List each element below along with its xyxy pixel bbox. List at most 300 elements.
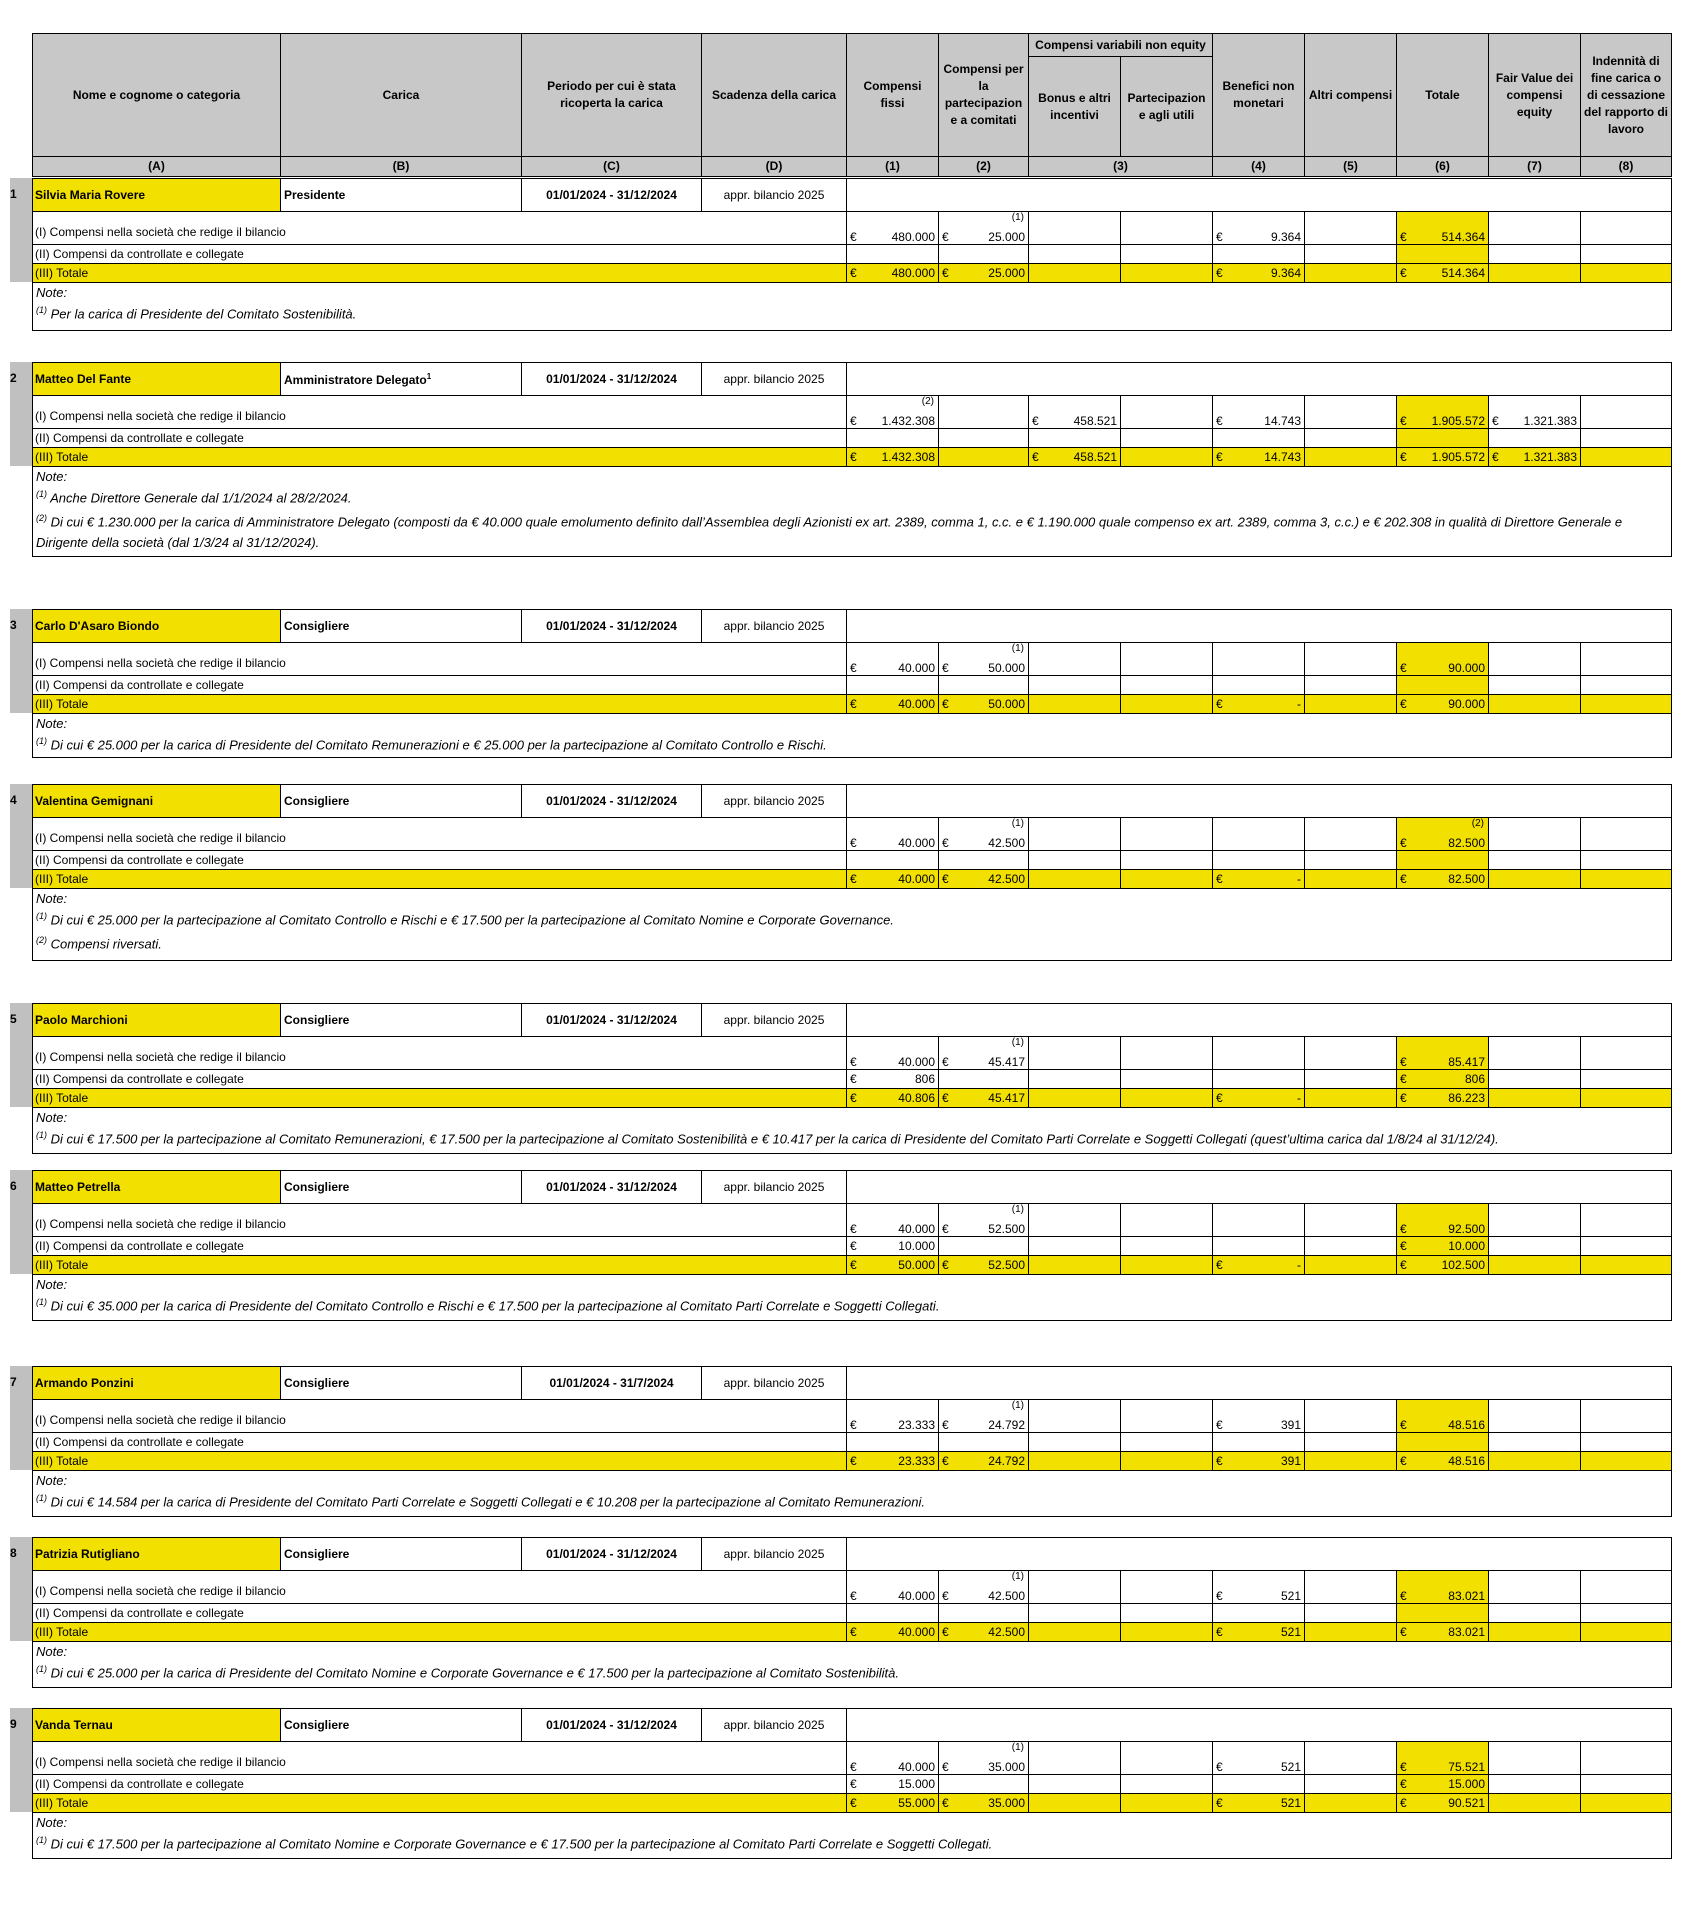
cell-c3b bbox=[1121, 1256, 1213, 1275]
currency-sign: € bbox=[1400, 836, 1407, 850]
cell-c4 bbox=[1213, 212, 1305, 245]
amount-value: - bbox=[1297, 697, 1301, 711]
cell-c5 bbox=[1305, 695, 1397, 714]
cell-c2 bbox=[939, 1571, 1029, 1604]
cell-c4 bbox=[1213, 1623, 1305, 1642]
currency-sign: € bbox=[942, 1760, 949, 1774]
currency-sign: € bbox=[1400, 1239, 1407, 1253]
notes-title: Note: bbox=[36, 1277, 68, 1292]
currency-sign: € bbox=[1400, 1091, 1407, 1105]
cell-c6 bbox=[1397, 1204, 1489, 1237]
note-marker: (2) bbox=[36, 935, 47, 946]
cell-c3a bbox=[1029, 851, 1121, 870]
cell-c4 bbox=[1213, 1204, 1305, 1237]
notes-title: Note: bbox=[36, 891, 68, 906]
currency-sign: € bbox=[1216, 697, 1223, 711]
cell-c4 bbox=[1213, 676, 1305, 695]
note-item bbox=[36, 731, 1668, 755]
cell-c6 bbox=[1397, 1571, 1489, 1604]
cell-c7 bbox=[1489, 1037, 1581, 1070]
currency-sign: € bbox=[942, 1222, 949, 1236]
cell-c4 bbox=[1213, 1433, 1305, 1452]
currency-sign: € bbox=[942, 266, 949, 280]
row-label-company: (I) Compensi nella società che redige il bilancio bbox=[33, 212, 847, 245]
cell-c2 bbox=[939, 1037, 1029, 1070]
note-marker: (1) bbox=[36, 736, 47, 746]
cell-c3a bbox=[1029, 643, 1121, 676]
code-7: (7) bbox=[1489, 157, 1581, 177]
cell-c6 bbox=[1397, 1775, 1489, 1794]
cell-c4 bbox=[1213, 448, 1305, 467]
cell-c1 bbox=[847, 1237, 939, 1256]
role-text: Presidente bbox=[284, 188, 346, 202]
notes-cell bbox=[33, 1471, 1672, 1517]
cell-c2 bbox=[939, 1256, 1029, 1275]
amount-value: 40.806 bbox=[898, 1091, 935, 1105]
person-period: 01/01/2024 - 31/7/2024 bbox=[522, 1367, 702, 1400]
cell-c3b bbox=[1121, 245, 1213, 264]
cell-c5 bbox=[1305, 643, 1397, 676]
currency-sign: € bbox=[850, 1258, 857, 1272]
row-label-subsidiaries: (II) Compensi da controllate e collegate bbox=[33, 1433, 847, 1452]
role-text: Consigliere bbox=[284, 1718, 350, 1732]
cell-c1 bbox=[847, 870, 939, 889]
note-item bbox=[36, 508, 1668, 552]
code-6: (6) bbox=[1397, 157, 1489, 177]
note-item bbox=[36, 1292, 1668, 1316]
amount-value: 15.000 bbox=[1448, 1777, 1485, 1791]
footnote-marker: (1) bbox=[1011, 643, 1024, 654]
cell-c3b bbox=[1121, 1623, 1213, 1642]
cell-c4 bbox=[1213, 1604, 1305, 1623]
code-2: (2) bbox=[939, 157, 1029, 177]
cell-c3a bbox=[1029, 1400, 1121, 1433]
cell-c8 bbox=[1581, 1794, 1672, 1813]
amount-value: 23.333 bbox=[898, 1454, 935, 1468]
cell-c8 bbox=[1581, 676, 1672, 695]
amount-value: 82.500 bbox=[1448, 836, 1485, 850]
currency-sign: € bbox=[942, 1418, 949, 1432]
amount-value: 40.000 bbox=[898, 1055, 935, 1069]
role-text: Consigliere bbox=[284, 1547, 350, 1561]
person-role bbox=[281, 1709, 522, 1742]
note-text: Compensi riversati. bbox=[50, 936, 162, 952]
cell-c3b bbox=[1121, 1775, 1213, 1794]
currency-sign: € bbox=[942, 1796, 949, 1810]
note-text: Di cui € 25.000 per la carica di Presidente del Comitato Nomine e Corporate Governance e € 17.500 per la partecipazione al Comitato Sostenibilità. bbox=[50, 1665, 899, 1681]
row-label-total: (III) Totale bbox=[33, 695, 847, 714]
cell-c4 bbox=[1213, 1256, 1305, 1275]
amount-value: 1.321.383 bbox=[1523, 414, 1577, 428]
person-role bbox=[281, 1004, 522, 1037]
code-d: (D) bbox=[702, 157, 847, 177]
header-col-2: Compensi per la partecipazion e a comitati bbox=[939, 34, 1029, 157]
amount-value: 40.000 bbox=[898, 661, 935, 675]
cell-c2 bbox=[939, 1452, 1029, 1471]
person-expiry: appr. bilancio 2025 bbox=[702, 179, 847, 212]
cell-c4 bbox=[1213, 695, 1305, 714]
currency-sign: € bbox=[850, 266, 857, 280]
cell-c3a bbox=[1029, 1571, 1121, 1604]
person-role bbox=[281, 610, 522, 643]
cell-c1 bbox=[847, 1070, 939, 1089]
notes-title: Note: bbox=[36, 716, 68, 731]
person-name: Vanda Ternau bbox=[33, 1709, 281, 1742]
cell-c2 bbox=[939, 676, 1029, 695]
currency-sign: € bbox=[1400, 661, 1407, 675]
cell-c4 bbox=[1213, 1775, 1305, 1794]
cell-c6 bbox=[1397, 429, 1489, 448]
currency-sign: € bbox=[1216, 450, 1223, 464]
cell-c7 bbox=[1489, 695, 1581, 714]
person-name: Patrizia Rutigliano bbox=[33, 1538, 281, 1571]
person-block bbox=[32, 178, 1672, 331]
amount-value: 48.516 bbox=[1448, 1454, 1485, 1468]
cell-c8 bbox=[1581, 1742, 1672, 1775]
cell-c3b bbox=[1121, 1794, 1213, 1813]
name-row-filler bbox=[847, 1004, 1672, 1037]
cell-c1 bbox=[847, 1742, 939, 1775]
note-marker: (1) bbox=[36, 911, 47, 921]
amount-value: 1.432.308 bbox=[881, 450, 935, 464]
cell-c7 bbox=[1489, 264, 1581, 283]
currency-sign: € bbox=[1400, 450, 1407, 464]
cell-c6 bbox=[1397, 1452, 1489, 1471]
cell-c3a bbox=[1029, 245, 1121, 264]
cell-c4 bbox=[1213, 643, 1305, 676]
cell-c3a bbox=[1029, 1070, 1121, 1089]
row-label-company: (I) Compensi nella società che redige il bilancio bbox=[33, 1204, 847, 1237]
cell-c3b bbox=[1121, 643, 1213, 676]
amount-value: 24.792 bbox=[988, 1418, 1025, 1432]
code-c: (C) bbox=[522, 157, 702, 177]
cell-c8 bbox=[1581, 212, 1672, 245]
notes-title: Note: bbox=[36, 1473, 68, 1488]
cell-c3b bbox=[1121, 448, 1213, 467]
person-role bbox=[281, 363, 522, 396]
currency-sign: € bbox=[942, 836, 949, 850]
name-row-filler bbox=[847, 1709, 1672, 1742]
person-block bbox=[32, 1708, 1672, 1859]
person-name: Matteo Del Fante bbox=[33, 363, 281, 396]
amount-value: 806 bbox=[1464, 1072, 1485, 1086]
cell-c6 bbox=[1397, 695, 1489, 714]
cell-c8 bbox=[1581, 851, 1672, 870]
currency-sign: € bbox=[1216, 230, 1223, 244]
cell-c7 bbox=[1489, 1742, 1581, 1775]
cell-c5 bbox=[1305, 1237, 1397, 1256]
currency-sign: € bbox=[942, 1258, 949, 1272]
cell-c1 bbox=[847, 448, 939, 467]
note-text: Per la carica di Presidente del Comitato Sostenibilità. bbox=[50, 306, 357, 322]
row-label-total: (III) Totale bbox=[33, 870, 847, 889]
cell-c4 bbox=[1213, 1089, 1305, 1108]
name-row-filler bbox=[847, 1171, 1672, 1204]
currency-sign: € bbox=[942, 1454, 949, 1468]
cell-c4 bbox=[1213, 1742, 1305, 1775]
currency-sign: € bbox=[1216, 414, 1223, 428]
footnote-marker: (1) bbox=[1011, 1204, 1024, 1215]
cell-c7 bbox=[1489, 676, 1581, 695]
cell-c8 bbox=[1581, 643, 1672, 676]
currency-sign: € bbox=[850, 1625, 857, 1639]
cell-c5 bbox=[1305, 245, 1397, 264]
cell-c3b bbox=[1121, 1742, 1213, 1775]
code-4: (4) bbox=[1213, 157, 1305, 177]
row-label-company: (I) Compensi nella società che redige il bilancio bbox=[33, 1742, 847, 1775]
header-col-a: Nome e cognome o categoria bbox=[33, 34, 281, 157]
person-expiry: appr. bilancio 2025 bbox=[702, 1709, 847, 1742]
amount-value: 391 bbox=[1280, 1454, 1301, 1468]
cell-c1 bbox=[847, 1775, 939, 1794]
amount-value: 9.364 bbox=[1270, 230, 1301, 244]
cell-c6 bbox=[1397, 396, 1489, 429]
cell-c8 bbox=[1581, 870, 1672, 889]
row-label-total: (III) Totale bbox=[33, 1623, 847, 1642]
cell-c6 bbox=[1397, 1070, 1489, 1089]
cell-c8 bbox=[1581, 1070, 1672, 1089]
cell-c3a bbox=[1029, 870, 1121, 889]
note-item bbox=[36, 1125, 1668, 1149]
cell-c1 bbox=[847, 1037, 939, 1070]
cell-c7 bbox=[1489, 1604, 1581, 1623]
amount-value: 40.000 bbox=[898, 1760, 935, 1774]
footnote-marker: (2) bbox=[1471, 818, 1484, 829]
cell-c3a bbox=[1029, 1623, 1121, 1642]
currency-sign: € bbox=[942, 1625, 949, 1639]
cell-c7 bbox=[1489, 1204, 1581, 1237]
cell-c3b bbox=[1121, 1452, 1213, 1471]
currency-sign: € bbox=[1400, 1760, 1407, 1774]
cell-c7 bbox=[1489, 1433, 1581, 1452]
amount-value: 83.021 bbox=[1448, 1589, 1485, 1603]
person-index: 2 bbox=[10, 371, 17, 385]
currency-sign: € bbox=[1400, 1796, 1407, 1810]
amount-value: 14.743 bbox=[1264, 450, 1301, 464]
person-period: 01/01/2024 - 31/12/2024 bbox=[522, 785, 702, 818]
cell-c5 bbox=[1305, 396, 1397, 429]
role-text: Consigliere bbox=[284, 1180, 350, 1194]
cell-c7 bbox=[1489, 1089, 1581, 1108]
currency-sign: € bbox=[1216, 1760, 1223, 1774]
amount-value: 480.000 bbox=[891, 266, 935, 280]
currency-sign: € bbox=[1400, 1222, 1407, 1236]
cell-c5 bbox=[1305, 264, 1397, 283]
cell-c1 bbox=[847, 1623, 939, 1642]
note-text: Di cui € 35.000 per la carica di Presidente del Comitato Controllo e Rischi e € 17.500 per la partecipazione al Comitato Parti Correlate e Soggetti Collegati. bbox=[50, 1298, 940, 1314]
cell-c5 bbox=[1305, 676, 1397, 695]
currency-sign: € bbox=[1492, 414, 1499, 428]
cell-c8 bbox=[1581, 695, 1672, 714]
amount-value: 90.521 bbox=[1448, 1796, 1485, 1810]
amount-value: - bbox=[1297, 872, 1301, 886]
cell-c1 bbox=[847, 1794, 939, 1813]
currency-sign: € bbox=[850, 1454, 857, 1468]
cell-c7 bbox=[1489, 429, 1581, 448]
person-period: 01/01/2024 - 31/12/2024 bbox=[522, 610, 702, 643]
cell-c5 bbox=[1305, 1204, 1397, 1237]
cell-c6 bbox=[1397, 870, 1489, 889]
header-col-5: Altri compensi bbox=[1305, 34, 1397, 157]
cell-c3b bbox=[1121, 1604, 1213, 1623]
person-name: Carlo D'Asaro Biondo bbox=[33, 610, 281, 643]
cell-c1 bbox=[847, 818, 939, 851]
currency-sign: € bbox=[1216, 266, 1223, 280]
amount-value: 52.500 bbox=[988, 1258, 1025, 1272]
cell-c2 bbox=[939, 1400, 1029, 1433]
cell-c8 bbox=[1581, 1256, 1672, 1275]
note-text: Di cui € 25.000 per la partecipazione al Comitato Controllo e Rischi e € 17.500 per la partecipazione al Comitato Nomine e Corporate Governance. bbox=[50, 912, 894, 928]
cell-c8 bbox=[1581, 245, 1672, 264]
note-marker: (2) bbox=[36, 513, 47, 524]
cell-c6 bbox=[1397, 264, 1489, 283]
header-col-7: Fair Value dei compensi equity bbox=[1489, 34, 1581, 157]
notes-title: Note: bbox=[36, 285, 68, 300]
amount-value: 14.743 bbox=[1264, 414, 1301, 428]
note-marker: (1) bbox=[36, 489, 47, 499]
cell-c7 bbox=[1489, 818, 1581, 851]
cell-c5 bbox=[1305, 1089, 1397, 1108]
cell-c1 bbox=[847, 1452, 939, 1471]
code-8: (8) bbox=[1581, 157, 1672, 177]
cell-c7 bbox=[1489, 851, 1581, 870]
row-label-total: (III) Totale bbox=[33, 1794, 847, 1813]
row-label-company: (I) Compensi nella società che redige il bilancio bbox=[33, 396, 847, 429]
cell-c4 bbox=[1213, 429, 1305, 448]
cell-c4 bbox=[1213, 264, 1305, 283]
cell-c8 bbox=[1581, 1037, 1672, 1070]
cell-c3a bbox=[1029, 1237, 1121, 1256]
cell-c6 bbox=[1397, 643, 1489, 676]
cell-c4 bbox=[1213, 1571, 1305, 1604]
currency-sign: € bbox=[1400, 266, 1407, 280]
notes-cell bbox=[33, 467, 1672, 557]
cell-c3a bbox=[1029, 1452, 1121, 1471]
currency-sign: € bbox=[1216, 1258, 1223, 1272]
currency-sign: € bbox=[942, 1055, 949, 1069]
cell-c4 bbox=[1213, 870, 1305, 889]
cell-c2 bbox=[939, 429, 1029, 448]
cell-c6 bbox=[1397, 1089, 1489, 1108]
note-marker: (1) bbox=[36, 1835, 47, 1845]
amount-value: 82.500 bbox=[1448, 872, 1485, 886]
row-label-subsidiaries: (II) Compensi da controllate e collegate bbox=[33, 1070, 847, 1089]
currency-sign: € bbox=[850, 1760, 857, 1774]
cell-c7 bbox=[1489, 448, 1581, 467]
currency-sign: € bbox=[850, 414, 857, 428]
cell-c3b bbox=[1121, 1571, 1213, 1604]
name-row-filler bbox=[847, 1367, 1672, 1400]
cell-c6 bbox=[1397, 851, 1489, 870]
cell-c2 bbox=[939, 1794, 1029, 1813]
cell-c8 bbox=[1581, 1452, 1672, 1471]
note-item bbox=[36, 1488, 1668, 1512]
cell-c2 bbox=[939, 1742, 1029, 1775]
amount-value: 102.500 bbox=[1441, 1258, 1485, 1272]
amount-value: 42.500 bbox=[988, 1625, 1025, 1639]
notes-cell bbox=[33, 1642, 1672, 1688]
amount-value: 480.000 bbox=[891, 230, 935, 244]
note-marker: (1) bbox=[36, 1493, 47, 1503]
notes-cell bbox=[33, 1813, 1672, 1859]
person-expiry: appr. bilancio 2025 bbox=[702, 1004, 847, 1037]
code-a: (A) bbox=[33, 157, 281, 177]
person-role bbox=[281, 1171, 522, 1204]
amount-value: 75.521 bbox=[1448, 1760, 1485, 1774]
currency-sign: € bbox=[850, 230, 857, 244]
currency-sign: € bbox=[942, 661, 949, 675]
row-label-subsidiaries: (II) Compensi da controllate e collegate bbox=[33, 429, 847, 448]
amount-value: 23.333 bbox=[898, 1418, 935, 1432]
cell-c2 bbox=[939, 1089, 1029, 1108]
cell-c7 bbox=[1489, 1571, 1581, 1604]
cell-c3b bbox=[1121, 1433, 1213, 1452]
cell-c6 bbox=[1397, 1604, 1489, 1623]
cell-c2 bbox=[939, 264, 1029, 283]
currency-sign: € bbox=[850, 836, 857, 850]
cell-c1 bbox=[847, 396, 939, 429]
amount-value: 40.000 bbox=[898, 872, 935, 886]
person-period: 01/01/2024 - 31/12/2024 bbox=[522, 1709, 702, 1742]
cell-c1 bbox=[847, 1089, 939, 1108]
cell-c3b bbox=[1121, 1037, 1213, 1070]
person-index: 4 bbox=[10, 793, 17, 807]
person-expiry: appr. bilancio 2025 bbox=[702, 785, 847, 818]
cell-c8 bbox=[1581, 396, 1672, 429]
cell-c5 bbox=[1305, 1070, 1397, 1089]
row-label-total: (III) Totale bbox=[33, 1256, 847, 1275]
cell-c1 bbox=[847, 1571, 939, 1604]
cell-c2 bbox=[939, 1237, 1029, 1256]
cell-c5 bbox=[1305, 818, 1397, 851]
name-row-filler bbox=[847, 363, 1672, 396]
amount-value: - bbox=[1297, 1091, 1301, 1105]
cell-c5 bbox=[1305, 1037, 1397, 1070]
amount-value: 86.223 bbox=[1448, 1091, 1485, 1105]
role-footnote-marker: 1 bbox=[426, 371, 432, 381]
amount-value: 50.000 bbox=[898, 1258, 935, 1272]
cell-c5 bbox=[1305, 1623, 1397, 1642]
notes-cell bbox=[33, 283, 1672, 331]
cell-c4 bbox=[1213, 818, 1305, 851]
cell-c3b bbox=[1121, 870, 1213, 889]
amount-value: 514.364 bbox=[1441, 230, 1485, 244]
cell-c3a bbox=[1029, 1204, 1121, 1237]
cell-c5 bbox=[1305, 870, 1397, 889]
amount-value: 806 bbox=[914, 1072, 935, 1086]
currency-sign: € bbox=[1216, 1589, 1223, 1603]
amount-value: 42.500 bbox=[988, 836, 1025, 850]
currency-sign: € bbox=[850, 1072, 857, 1086]
cell-c8 bbox=[1581, 1571, 1672, 1604]
currency-sign: € bbox=[1032, 450, 1039, 464]
person-index: 3 bbox=[10, 618, 17, 632]
currency-sign: € bbox=[850, 872, 857, 886]
cell-c8 bbox=[1581, 1604, 1672, 1623]
amount-value: 25.000 bbox=[988, 230, 1025, 244]
cell-c6 bbox=[1397, 1623, 1489, 1642]
row-label-subsidiaries: (II) Compensi da controllate e collegate bbox=[33, 676, 847, 695]
amount-value: 458.521 bbox=[1073, 450, 1117, 464]
header-col-8: Indennità di fine carica o di cessazione del rapporto di lavoro bbox=[1581, 34, 1672, 157]
code-1: (1) bbox=[847, 157, 939, 177]
cell-c4 bbox=[1213, 851, 1305, 870]
cell-c5 bbox=[1305, 429, 1397, 448]
currency-sign: € bbox=[850, 1239, 857, 1253]
cell-c7 bbox=[1489, 1400, 1581, 1433]
cell-c3a bbox=[1029, 1794, 1121, 1813]
cell-c2 bbox=[939, 245, 1029, 264]
